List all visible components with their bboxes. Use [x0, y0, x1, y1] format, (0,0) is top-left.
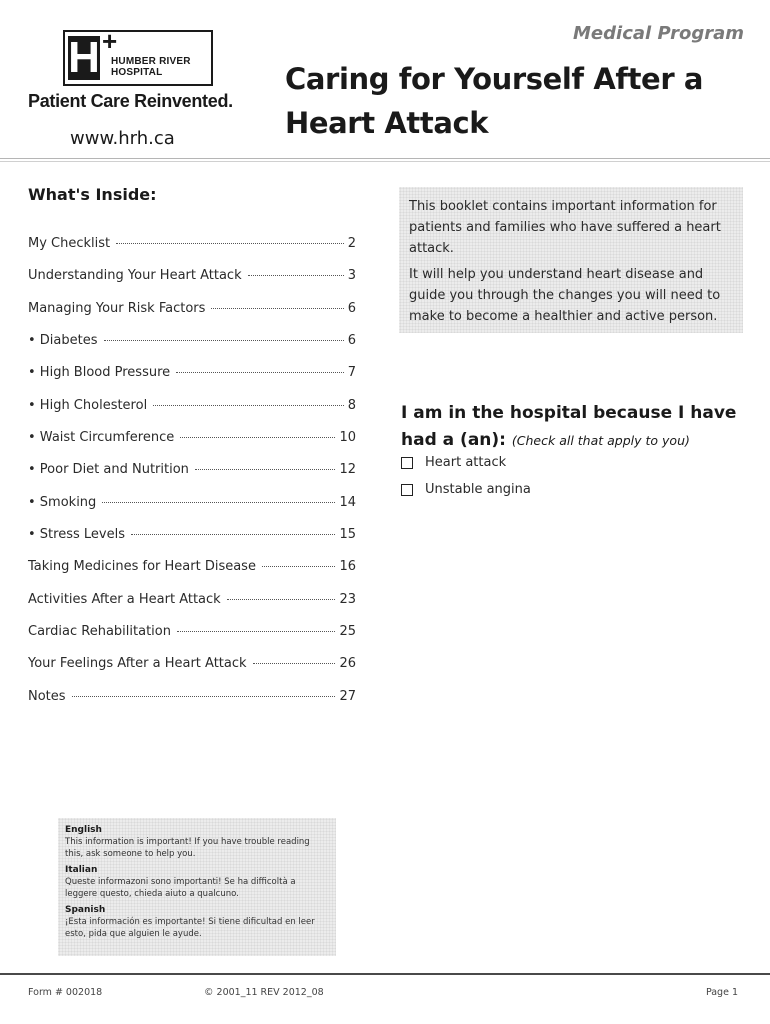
contents-item-page: 7 [347, 365, 356, 381]
contents-item-page: 8 [347, 397, 356, 413]
hospital-logo-letter: H [68, 33, 100, 82]
dot-leader [195, 469, 336, 470]
contents-item-label: • High Blood Pressure [28, 365, 171, 381]
contents-item [28, 301, 356, 333]
option-label: Heart attack [425, 455, 507, 470]
contents-item [28, 268, 356, 300]
contents-item-label: Activities After a Heart Attack [28, 591, 221, 607]
language-name: Spanish [65, 905, 106, 915]
heart-attack-option[interactable] [401, 455, 506, 470]
contents-item-label: Cardiac Rehabilitation [28, 624, 171, 640]
language-notice-text: ¡Esta información es importante! Si tiene dificultad en leer esto, pida que alguien le ayude. [65, 917, 315, 939]
intro-paragraph: It will help you understand heart disease and guide you through the changes you will need to make to become a healthier and active person. [409, 267, 721, 324]
option-label: Unstable angina [425, 482, 531, 497]
contents-item [28, 365, 356, 397]
language-name: English [65, 825, 102, 835]
contents-list [28, 236, 356, 721]
dot-leader [262, 566, 336, 567]
document-title: Caring for Yourself After a Heart Attack [285, 62, 704, 140]
header-divider [0, 158, 770, 162]
contents-item-page: 6 [347, 300, 356, 316]
contents-item-page: 27 [339, 688, 356, 704]
contents-item [28, 527, 356, 559]
contents-item-label: • Smoking [28, 494, 97, 510]
hospital-logo-plus: + [102, 26, 118, 56]
contents-item-page: 15 [339, 527, 356, 543]
contents-item-page: 3 [347, 268, 356, 284]
dot-leader [180, 437, 335, 438]
contents-item-label: Understanding Your Heart Attack [28, 268, 242, 284]
hospital-logo-name-line2: HOSPITAL [111, 67, 163, 78]
contents-item-page: 2 [347, 236, 356, 251]
unstable-angina-checkbox[interactable] [401, 484, 413, 496]
contents-item [28, 689, 356, 721]
dot-leader [116, 243, 344, 244]
contents-item-label: • Stress Levels [28, 527, 125, 543]
dot-leader [104, 340, 344, 341]
dot-leader [72, 696, 336, 697]
contents-item [28, 236, 356, 268]
contents-item-page: 6 [347, 333, 356, 349]
contents-item-page: 26 [339, 656, 356, 672]
question-instruction: (Check all that apply to you) [511, 433, 690, 448]
language-notice-text: This information is important! If you have trouble reading this, ask someone to help you. [65, 837, 310, 859]
contents-item-page: 23 [339, 591, 356, 607]
contents-item [28, 559, 356, 591]
contents-item-label: My Checklist [28, 236, 111, 251]
dot-leader [153, 405, 344, 406]
question-text: I am in the hospital because I have had a (an): [401, 403, 737, 450]
contents-item-label: • Waist Circumference [28, 430, 175, 446]
dot-leader [211, 308, 343, 309]
contents-item-label: Your Feelings After a Heart Attack [28, 656, 247, 672]
contents-item [28, 398, 356, 430]
contents-item-label: • High Cholesterol [28, 397, 148, 413]
contents-item [28, 333, 356, 365]
language-name: Italian [65, 865, 98, 875]
contents-item-label: Taking Medicines for Heart Disease [28, 559, 256, 575]
contents-item [28, 656, 356, 688]
dot-leader [248, 275, 344, 276]
intro-paragraph: This booklet contains important information for patients and families who have suffered a heart attack. [409, 199, 721, 256]
footer-divider [0, 973, 770, 975]
website-link[interactable]: www.hrh.ca [70, 128, 175, 149]
contents-item [28, 430, 356, 462]
contents-item-label: • Diabetes [28, 333, 98, 349]
contents-heading: What's Inside: [28, 185, 157, 204]
heart-attack-checkbox[interactable] [401, 457, 413, 469]
language-notice-box [58, 818, 336, 956]
dot-leader [102, 502, 335, 503]
dot-leader [176, 372, 344, 373]
dot-leader [227, 599, 336, 600]
contents-item-page: 12 [339, 462, 356, 478]
contents-item [28, 624, 356, 656]
hospital-reason-question [401, 400, 746, 454]
hospital-logo-name-line1: HUMBER RIVER [111, 56, 191, 67]
dot-leader [131, 534, 335, 535]
contents-item-label: Notes [28, 688, 66, 704]
contents-item-label: Managing Your Risk Factors [28, 300, 206, 316]
contents-item-page: 25 [339, 624, 356, 640]
contents-item [28, 592, 356, 624]
contents-item-page: 16 [339, 559, 356, 575]
dot-leader [177, 631, 335, 632]
contents-item [28, 462, 356, 494]
language-notice-text: Queste informazoni sono importanti! Se ha difficoltà a leggere questo, chieda aiuto a qualcuno. [65, 877, 296, 899]
program-label: Medical Program [573, 23, 744, 44]
dot-leader [253, 663, 336, 664]
contents-item-label: • Poor Diet and Nutrition [28, 462, 189, 478]
hospital-tagline: Patient Care Reinvented. [28, 91, 233, 111]
form-number: Form # 002018 [28, 987, 103, 998]
contents-item [28, 495, 356, 527]
intro-box [399, 187, 743, 333]
revision-date: © 2001_11 REV 2012_08 [204, 987, 324, 998]
contents-item-page: 14 [339, 494, 356, 510]
page-number: Page 1 [705, 987, 738, 998]
unstable-angina-option[interactable] [401, 482, 531, 497]
contents-item-page: 10 [339, 430, 356, 446]
